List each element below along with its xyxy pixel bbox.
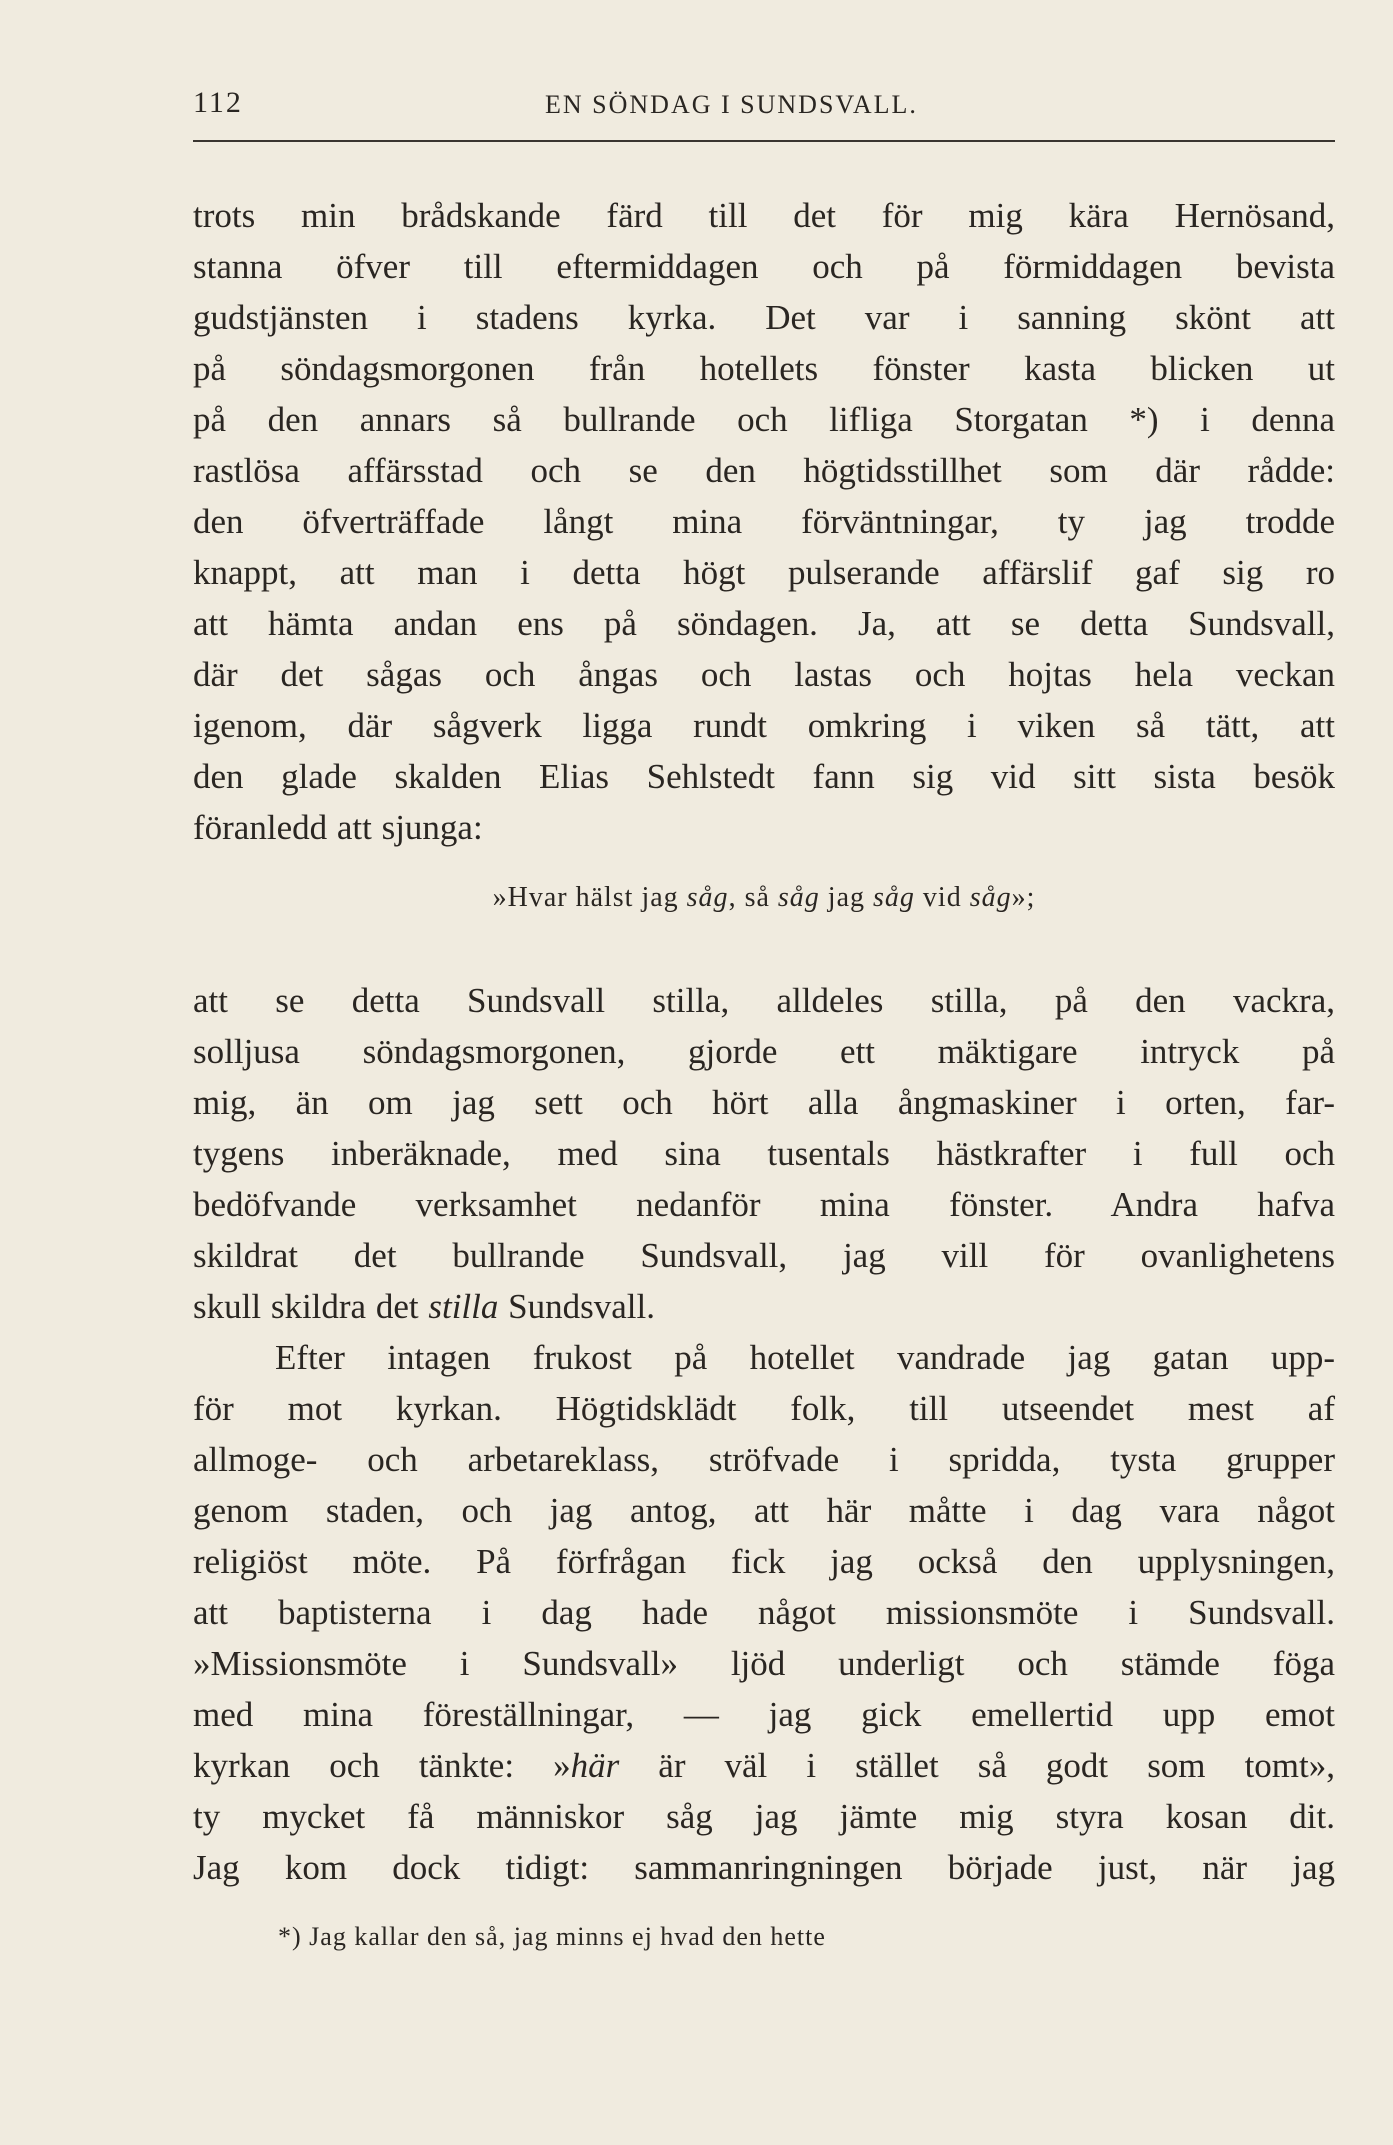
text-line: mig, än om jag sett och hört alla ångmaskiner i orten, far- <box>193 1083 1335 1122</box>
quote-text: »; <box>1011 882 1036 913</box>
text-line: med mina föreställningar, — jag gick emellertid upp emot <box>193 1695 1335 1734</box>
page-number: 112 <box>193 86 243 119</box>
text-line: på söndagsmorgonen från hotellets fönster kasta blicken ut <box>193 349 1335 388</box>
quote-italic: såg <box>686 882 729 913</box>
text-line: bedöfvande verksamhet nedanför mina fönster. Andra hafva <box>193 1185 1335 1224</box>
text-line: att hämta andan ens på söndagen. Ja, att se detta Sundsvall, <box>193 604 1335 643</box>
text-line: igenom, där sågverk ligga rundt omkring i viken så tätt, att <box>193 706 1335 745</box>
text-line: skildrat det bullrande Sundsvall, jag vill för ovanlighetens <box>193 1236 1335 1275</box>
quote-text: jag <box>819 882 874 913</box>
footnote: *) Jag kallar den så, jag minns ej hvad den hette <box>278 1922 826 1951</box>
running-head: EN SÖNDAG I SUNDSVALL. <box>545 90 918 119</box>
quote-text: , så <box>728 882 778 913</box>
text-line: att baptisterna i dag hade något missionsmöte i Sundsvall. <box>193 1593 1335 1632</box>
paragraph-2-and-3 <box>193 975 1335 1893</box>
text-line: rastlösa affärsstad och se den högtidsstillhet som där rådde: <box>193 451 1335 490</box>
text-line: ty mycket få människor såg jag jämte mig styra kosan dit. <box>193 1797 1335 1836</box>
header-rule <box>193 140 1335 142</box>
text-line: religiöst möte. På förfrågan fick jag också den upplysningen, <box>193 1542 1335 1581</box>
text-line: att se detta Sundsvall stilla, alldeles stilla, på den vackra, <box>193 981 1335 1020</box>
text-line: stanna öfver till eftermiddagen och på förmiddagen bevista <box>193 247 1335 286</box>
text-line: på den annars så bullrande och lifliga Storgatan *) i denna <box>193 400 1335 439</box>
quote-text: »Hvar hälst jag <box>492 882 687 913</box>
paragraph-1 <box>193 190 1335 853</box>
italic-word: här <box>570 1746 620 1785</box>
text-line: trots min brådskande färd till det för mig kära Hernösand, <box>193 196 1335 235</box>
text-line: där det sågas och ångas och lastas och hojtas hela veckan <box>193 655 1335 694</box>
page-header <box>193 86 1335 126</box>
text-line: genom staden, och jag antog, att här måtte i dag vara något <box>193 1491 1335 1530</box>
text-line: solljusa söndagsmorgonen, gjorde ett mäktigare intryck på <box>193 1032 1335 1071</box>
text-line <box>193 1740 1335 1791</box>
text-line: allmoge- och arbetareklass, ströfvade i spridda, tysta grupper <box>193 1440 1335 1479</box>
text-segment: skull skildra det <box>193 1287 429 1326</box>
text-line: tygens inberäknade, med sina tusentals hästkrafter i full och <box>193 1134 1335 1173</box>
text-segment: kyrkan och tänkte: » <box>193 1746 571 1785</box>
text-line: föranledd att sjunga: <box>193 808 483 847</box>
text-line: den öfverträffade långt mina förväntningar, ty jag trodde <box>193 502 1335 541</box>
text-line: Efter intagen frukost på hotellet vandrade jag gatan upp- <box>275 1338 1335 1377</box>
text-line: »Missionsmöte i Sundsvall» ljöd underligt och stämde föga <box>193 1644 1335 1683</box>
text-line: Jag kom dock tidigt: sammanringningen började just, när jag <box>193 1848 1335 1887</box>
text-line: gudstjänsten i stadens kyrka. Det var i sanning skönt att <box>193 298 1335 337</box>
text-line <box>193 1281 1335 1332</box>
quote-italic: såg <box>777 882 820 913</box>
text-line: för mot kyrkan. Högtidsklädt folk, till utseendet mest af <box>193 1389 1335 1428</box>
text-line: den glade skalden Elias Sehlstedt fann sig vid sitt sista besök <box>193 757 1335 796</box>
text-line: knappt, att man i detta högt pulserande affärslif gaf sig ro <box>193 553 1335 592</box>
quote-italic: såg <box>969 882 1012 913</box>
text-segment: är väl i stället så godt som tomt», <box>619 1746 1336 1785</box>
quote-text: vid <box>914 882 970 913</box>
quote-italic: såg <box>873 882 915 913</box>
text-segment: Sundsvall. <box>498 1287 655 1326</box>
verse-quote <box>193 882 1335 914</box>
italic-word: stilla <box>428 1287 499 1326</box>
